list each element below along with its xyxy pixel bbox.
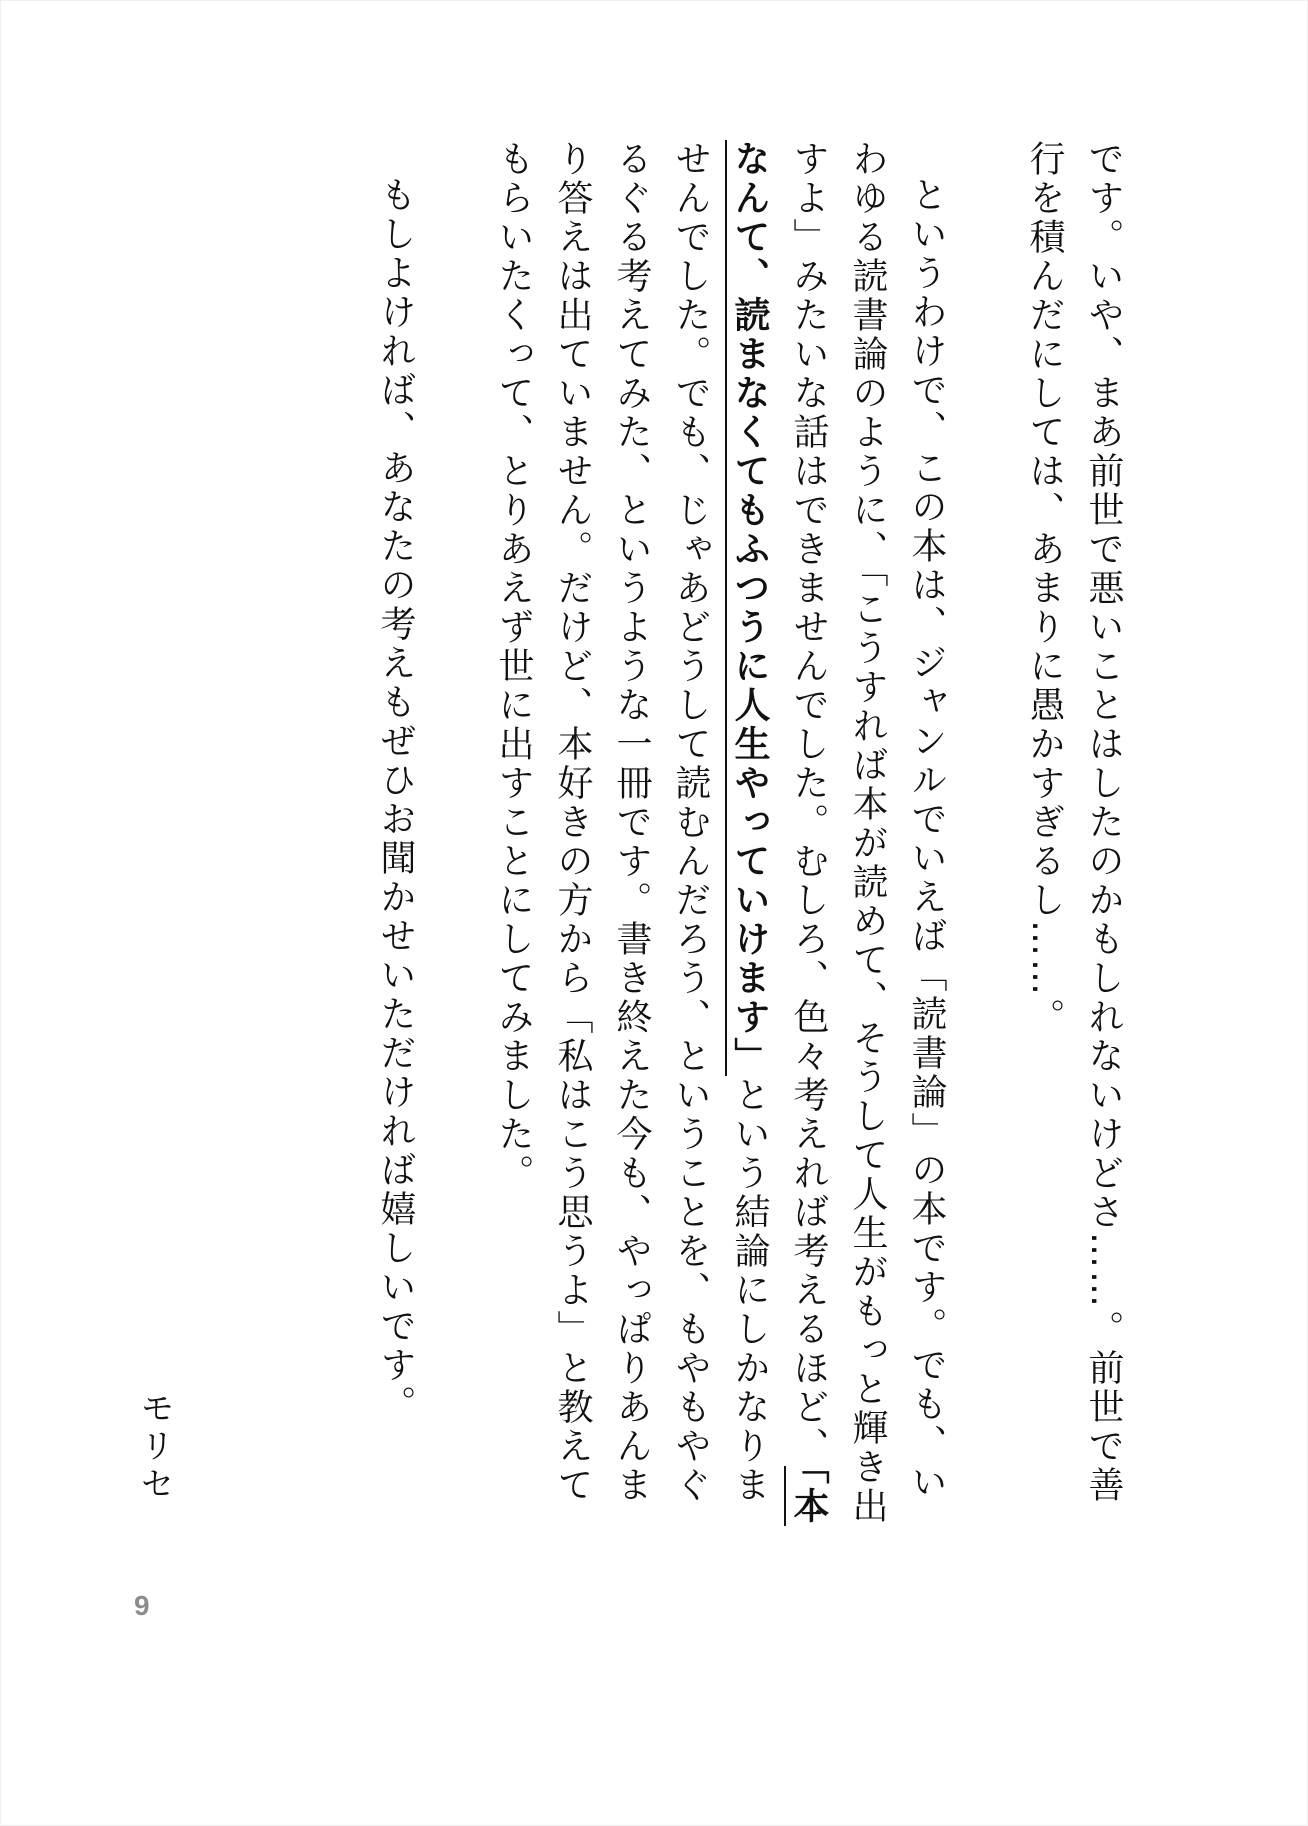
paragraph-spacer: [956, 140, 1015, 1540]
page-number: 9: [134, 1590, 150, 1621]
author-signature: モリセ: [134, 1390, 174, 1504]
paragraph-spacer: [425, 140, 484, 1540]
paragraph-2: [484, 140, 956, 1540]
paragraph-1: です。いや、まあ前世で悪いことはしたのかもしれないけどさ……。前世で善行を積んだにしては、あまりに愚かすぎるし……。: [1024, 140, 1124, 1505]
paragraph-2-rest: という結論にしかなりませんでした。でも、じゃあどうして読むんだろう、ということを、もやもやぐるぐる考えてみた、というような一冊です。書き終えた今も、やっぱりあんまり答えは出ていません。だけど、本好きの方から「私はこう思うよ」と教えてもらいたくって、とりあえず世に出すことにしてみました。: [493, 140, 770, 1505]
paragraph-3: もしよければ、あなたの考えもぜひお聞かせいただければ嬉しいです。: [375, 176, 416, 1424]
body-text: [366, 140, 1133, 1540]
paragraph-2-lead: というわけで、この本は、ジャンルでいえば「読書論」の本です。でも、いわゆる読書論のように、「こうすれば本が読めて、そうして人生がもっと輝き出すよ」みたいな話はできませんでした。むしろ、色々考えれば考えるほど、: [788, 140, 947, 1526]
highlighted-quote: 「本なんて、読まなくてもふつうに人生やっていけます」: [725, 140, 829, 1526]
